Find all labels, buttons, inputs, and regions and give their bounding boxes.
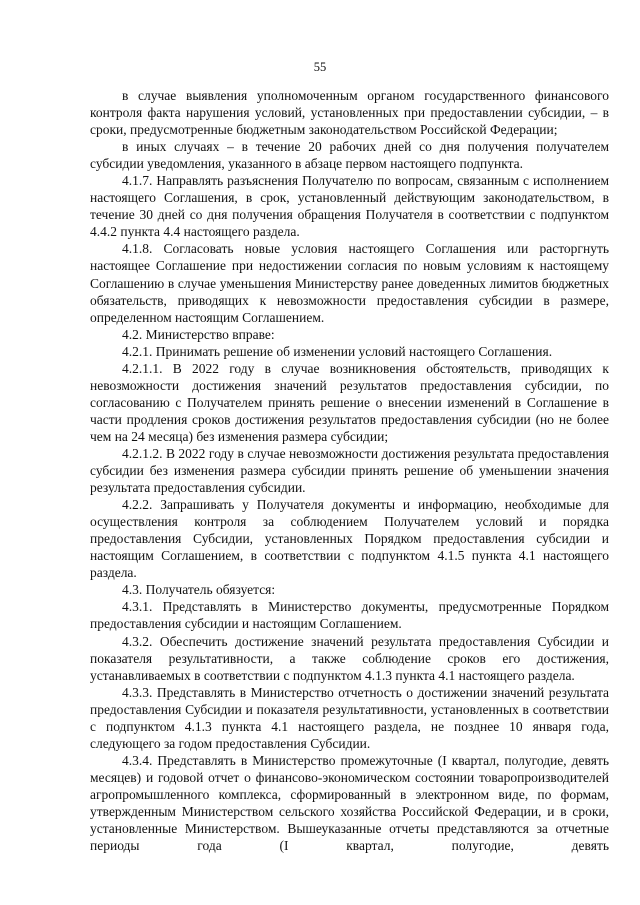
paragraph-4-3-2: 4.3.2. Обеспечить достижение значений результата предоставления Субсидии и показателя результативности, а также соблюдение сроков его достижения, устанавливаемых в соответствии с подпунктом 4.1.3 пункта 4.1 настоящего раздела. [90,633,609,683]
document-body [90,87,609,854]
paragraph-4-2-1-2: 4.2.1.2. В 2022 году в случае невозможности достижения результата предоставления субсидии без изменения размера субсидии принять решение об уменьшении значения результата предоставления субсидии. [90,445,609,496]
paragraph-4-3-4: 4.3.4. Представлять в Министерство промежуточные (I квартал, полугодие, девять месяцев) и годовой отчет о финансово-экономическом состоянии товаропроизводителей агропромышленного комплекса, сформированный в электронном виде, по формам, утвержденным Министерством сельского хозяйства Российской Федерации, и в сроки, установленные Министерством. Вышеуказанные отчеты представляются за отчетные периоды года (I квартал, полугодие, девять [90,752,609,854]
paragraph-4-2: 4.2. Министерство вправе: [122,326,275,342]
paragraph-other-cases: в иных случаях – в течение 20 рабочих дней со дня получения получателем субсидии уведомления, указанного в абзаце первом настоящего подпункта. [90,139,609,172]
paragraph-4-3: 4.3. Получатель обязуется: [122,582,276,598]
paragraph-4-2-1-1: 4.2.1.1. В 2022 году в случае возникновения обстоятельств, приводящих к невозможности достижения значений результатов предоставления субсидии, по согласованию с Получателем принять решение о внесении изменений в Соглашение в части продления сроков достижения результатов предоставления субсидии (но не более чем на 24 месяца) без изменения размера субсидии; [90,360,609,444]
paragraph-4-1-7: 4.1.7. Направлять разъяснения Получателю по вопросам, связанным с исполнением настоящего Соглашения, в срок, установленный действующим законодательством, в течение 30 дней со дня получения обращения Получателя в соответствии с подпунктом 4.4.2 пункта 4.4 настоящего раздела. [90,173,609,240]
paragraph-4-1-8: 4.1.8. Согласовать новые условия настоящего Соглашения или расторгнуть настоящее Соглашение при недостижении согласия по новым условиям к настоящему Соглашению в случае уменьшения Министерству ранее доведенных лимитов бюджетных обязательств, приводящих к невозможности предоставления субсидии в размере, определенном настоящим Соглашением. [90,241,609,325]
paragraph-control-violation: в случае выявления уполномоченным органом государственного финансового контроля факта нарушения условий, установленных при предоставлении субсидии, – в сроки, предусмотренные бюджетным законодательством Российской Федерации; [90,88,609,138]
page-number: 55 [313,60,327,74]
paragraph-4-3-3: 4.3.3. Представлять в Министерство отчетность о достижении значений результата предоставления Субсидии и показателя результативности, установленных в соответствии с подпунктом 4.1.3 пункта 4.1 настоящего раздела, не позднее 10 января года, следующего за годом предоставления Субсидии. [90,684,609,751]
paragraph-4-2-1: 4.2.1. Принимать решение об изменении условий настоящего Соглашения. [122,343,553,359]
paragraph-4-2-2: 4.2.2. Запрашивать у Получателя документы и информацию, необходимые для осуществления контроля за соблюдением Получателем условий и порядка предоставления Субсидии, установленных Порядком предоставления субсидии и настоящим Соглашением, в соответствии с подпунктом 4.1.5 пункта 4.1 настоящего раздела. [90,497,609,581]
paragraph-4-3-1: 4.3.1. Представлять в Министерство документы, предусмотренные Порядком предоставления субсидии и настоящим Соглашением. [90,599,609,632]
